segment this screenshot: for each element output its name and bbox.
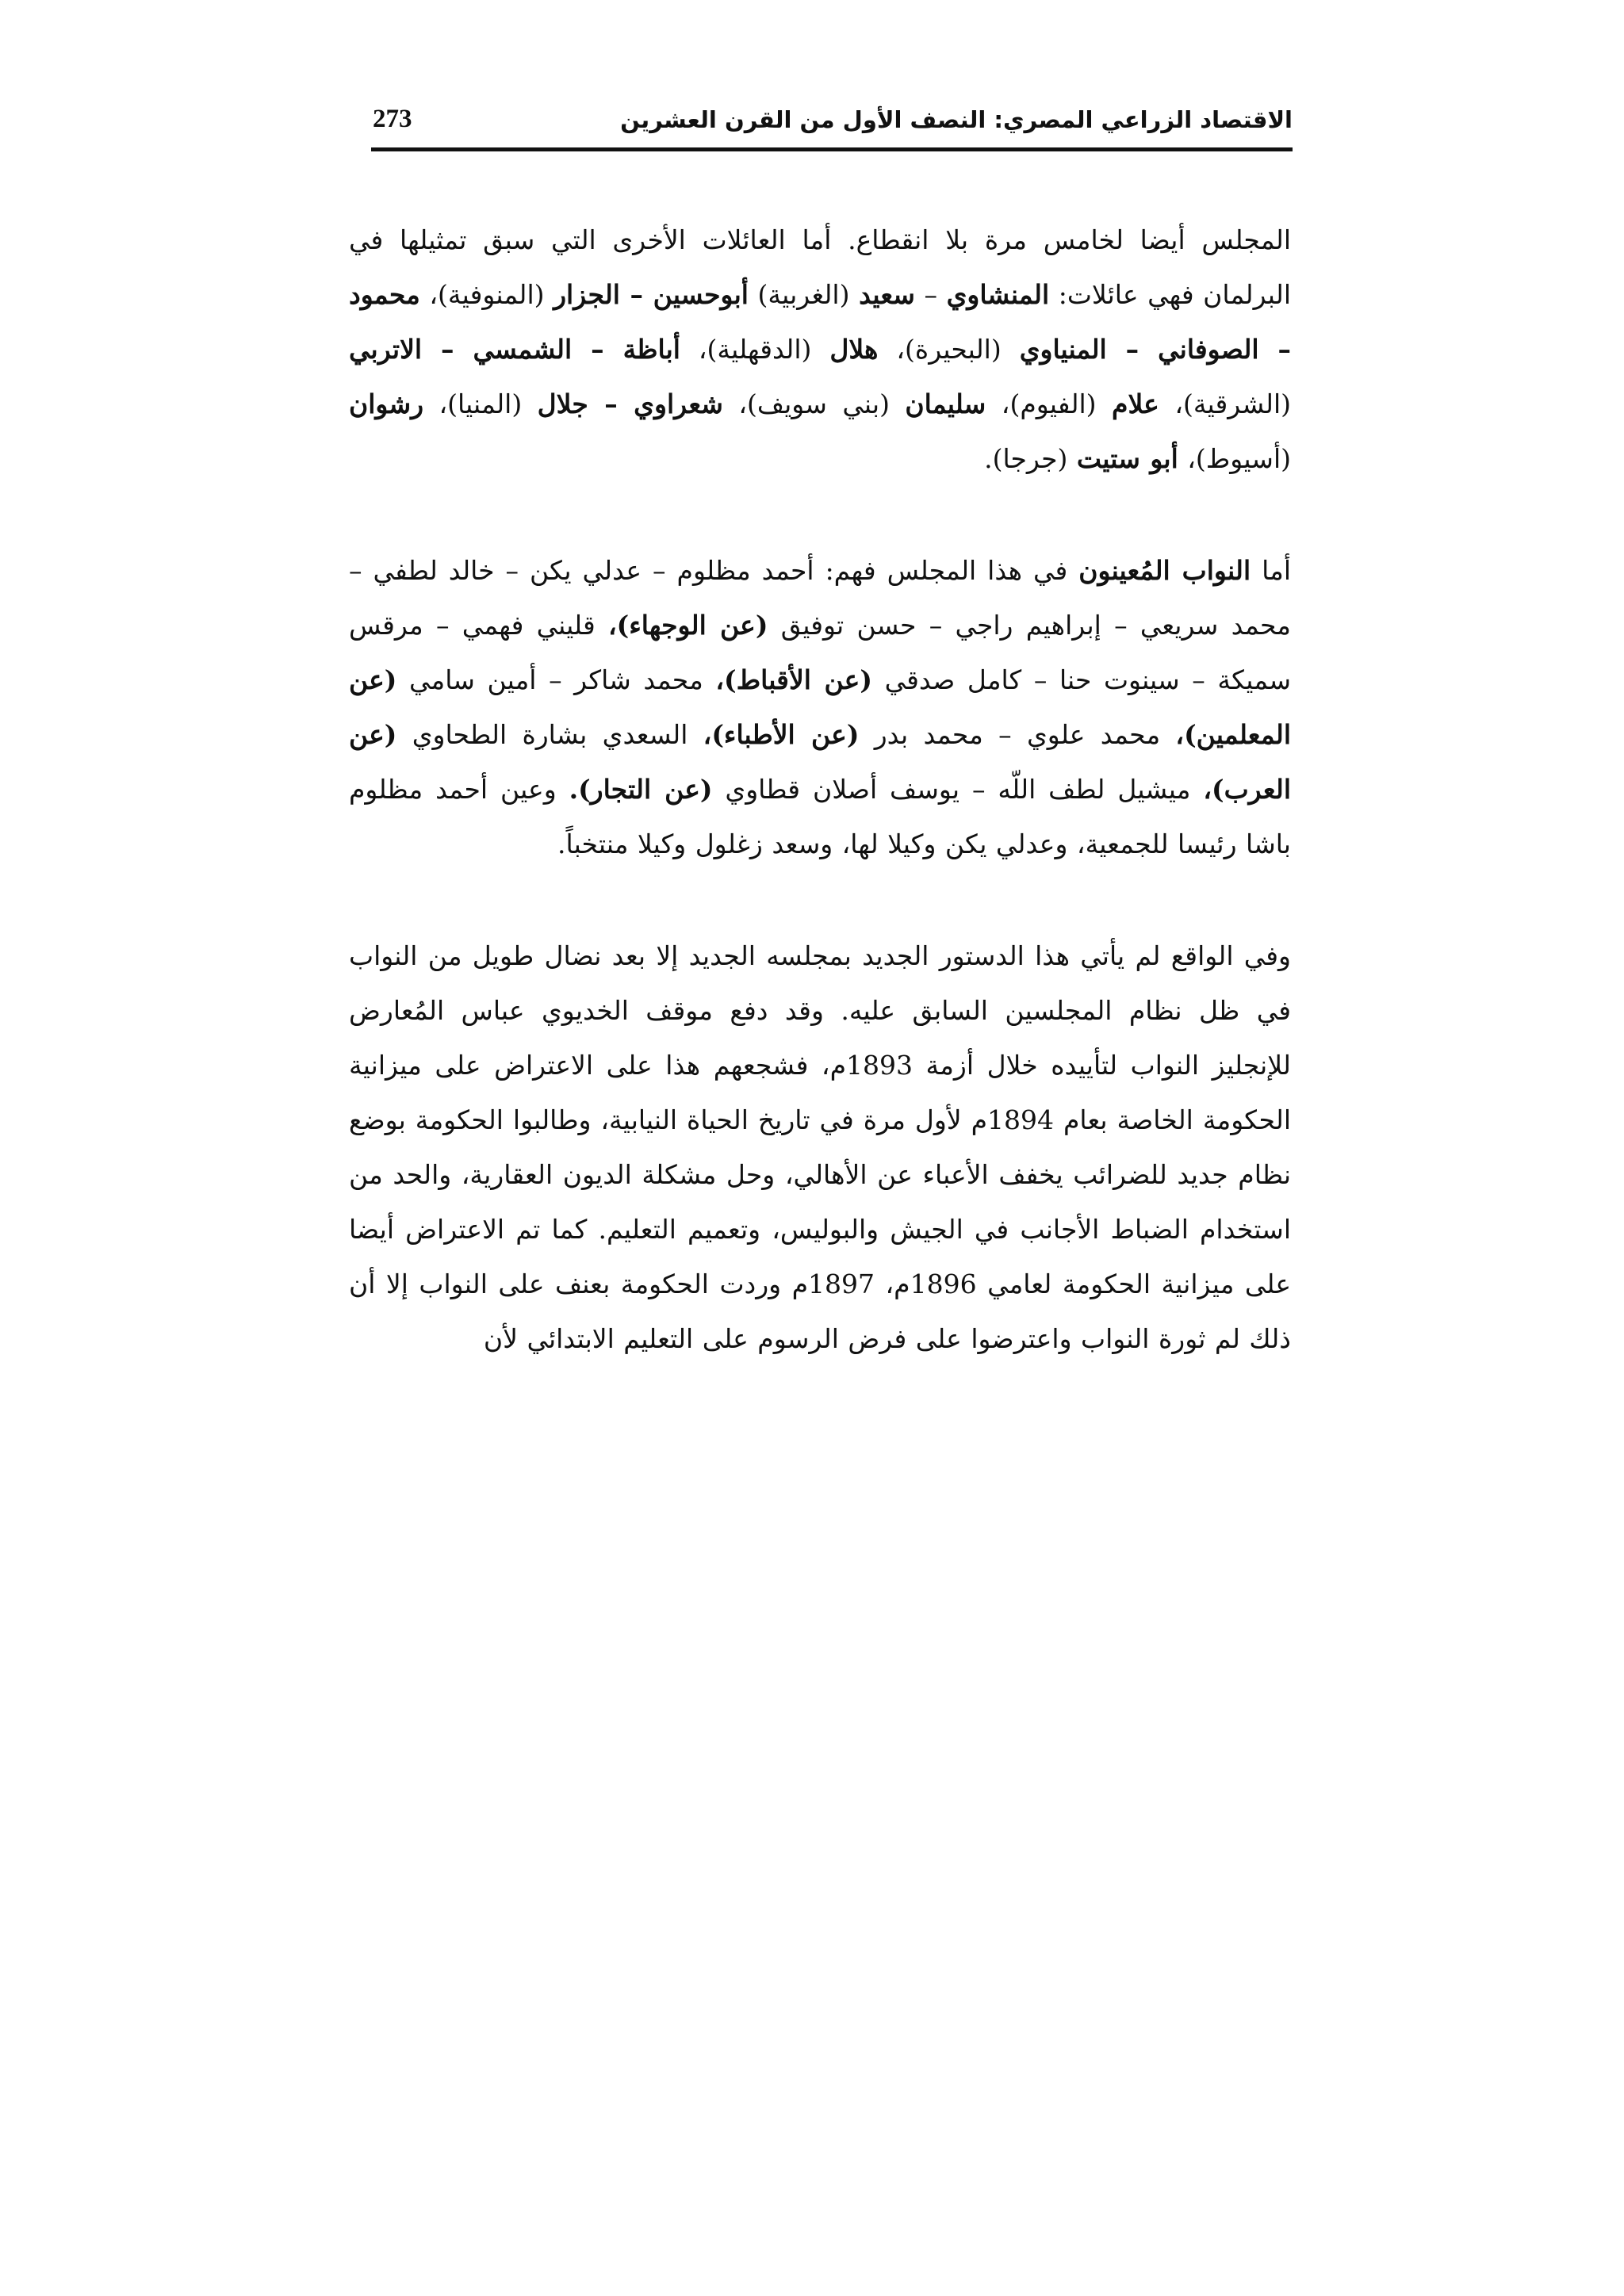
text-segment: محمد علوي – محمد بدر: [859, 719, 1176, 750]
bold-text-segment: (عن العرب)،: [349, 719, 1291, 805]
bold-text-segment: هلال: [829, 334, 879, 365]
text-segment: (بني سويف)،: [722, 388, 906, 419]
text-segment: (البحيرة)،: [878, 334, 1020, 365]
text-segment: محمد شاكر – أمين سامي: [396, 664, 716, 695]
bold-text-segment: سليمان: [905, 388, 986, 419]
bold-text-segment: (عن الأطباء)،: [703, 719, 860, 750]
text-segment: (المنوفية)،: [419, 279, 554, 310]
bold-text-segment: رشوان: [349, 388, 424, 419]
text-segment: قليني فهمي – مرقس سميكة – سينوت حنا – كامل صدقي: [349, 610, 1291, 695]
bold-text-segment: محمود – الصوفاني – المنياوي: [349, 279, 1291, 365]
text-segment: ميشيل لطف اللّه – يوسف أصلان قطاوي: [712, 774, 1204, 805]
text-segment: (المنيا)،: [423, 388, 538, 419]
text-segment: (الفيوم)،: [986, 388, 1113, 419]
text-segment: (أسيوط)،: [1178, 443, 1291, 474]
bold-text-segment: المنشاوي: [946, 279, 1050, 310]
bold-text-segment: النواب المُعينون: [1078, 555, 1251, 586]
text-segment: (الغربية): [748, 279, 860, 310]
paragraph-appointed-deputies: [349, 543, 1291, 871]
bold-text-segment: (عن الأقباط)،: [715, 664, 872, 695]
page-number: 273: [373, 105, 412, 133]
bold-text-segment: علام: [1112, 388, 1159, 419]
text-segment: في هذا المجلس فهم: أحمد مظلوم – عدلي يكن – خالد لطفي – محمد سريعي – إبراهيم راجي – حسن توفيق: [349, 555, 1291, 641]
bold-text-segment: سعيد: [859, 279, 915, 310]
bold-text-segment: أبو ستيت: [1076, 443, 1178, 474]
text-segment: (الدقهلية)،: [680, 334, 830, 365]
text-segment: (جرجا).: [984, 443, 1077, 474]
page-header: [371, 101, 1293, 151]
bold-text-segment: (عن المعلمين)،: [349, 664, 1291, 750]
text-segment: (الشرقية)،: [1159, 388, 1292, 419]
bold-text-segment: شعراوي – جلال: [537, 388, 723, 419]
text-segment: المجلس أيضا لخامس مرة بلا انقطاع. أما العائلات الأخرى التي سبق تمثيلها في البرلمان فهي عائلات:: [349, 224, 1291, 310]
text-segment: –: [914, 279, 947, 310]
body-text: [349, 212, 1291, 1366]
bold-text-segment: (عن التجار).: [569, 774, 713, 805]
paragraph-families: [349, 212, 1291, 486]
bold-text-segment: (عن الوجهاء)،: [608, 610, 768, 641]
text-segment: السعدي بشارة الطحاوي: [396, 719, 703, 750]
text-segment: وفي الواقع لم يأتي هذا الدستور الجديد بمجلسه الجديد إلا بعد نضال طويل من النواب في ظل نظام المجلسين السابق عليه. وقد دفع موقف الخديوي عباس المُعارض للإنجليز النواب لتأييده خلال أزمة 1893م، فشجعهم هذا على الاعتراض على ميزانية الحكومة الخاصة بعام 1894م لأول مرة في تاريخ الحياة النيابية، وطالبوا الحكومة بوضع نظام جديد للضرائب يخفف الأعباء عن الأهالي، وحل مشكلة الديون العقارية، والحد من استخدام الضباط الأجانب في الجيش والبوليس، وتعميم التعليم. كما تم الاعتراض أيضا على ميزانية الحكومة لعامي 1896م، 1897م وردت الحكومة بعنف على النواب إلا أن ذلك لم ثورة النواب واعترضوا على فرض الرسوم على التعليم الابتدائي لأن: [349, 940, 1292, 1354]
text-segment: أما: [1251, 555, 1292, 586]
paragraph-constitution-history: [349, 928, 1291, 1366]
running-title: الاقتصاد الزراعي المصري: النصف الأول من القرن العشرين: [620, 106, 1293, 133]
bold-text-segment: أباظة – الشمسي – الاتربي: [349, 334, 680, 365]
text-segment: وعين أحمد مظلوم باشا رئيسا للجمعية، وعدلي يكن وكيلا لها، وسعد زغلول وكيلا منتخباً.: [349, 774, 1291, 859]
bold-text-segment: أبوحسين – الجزار: [553, 279, 749, 310]
